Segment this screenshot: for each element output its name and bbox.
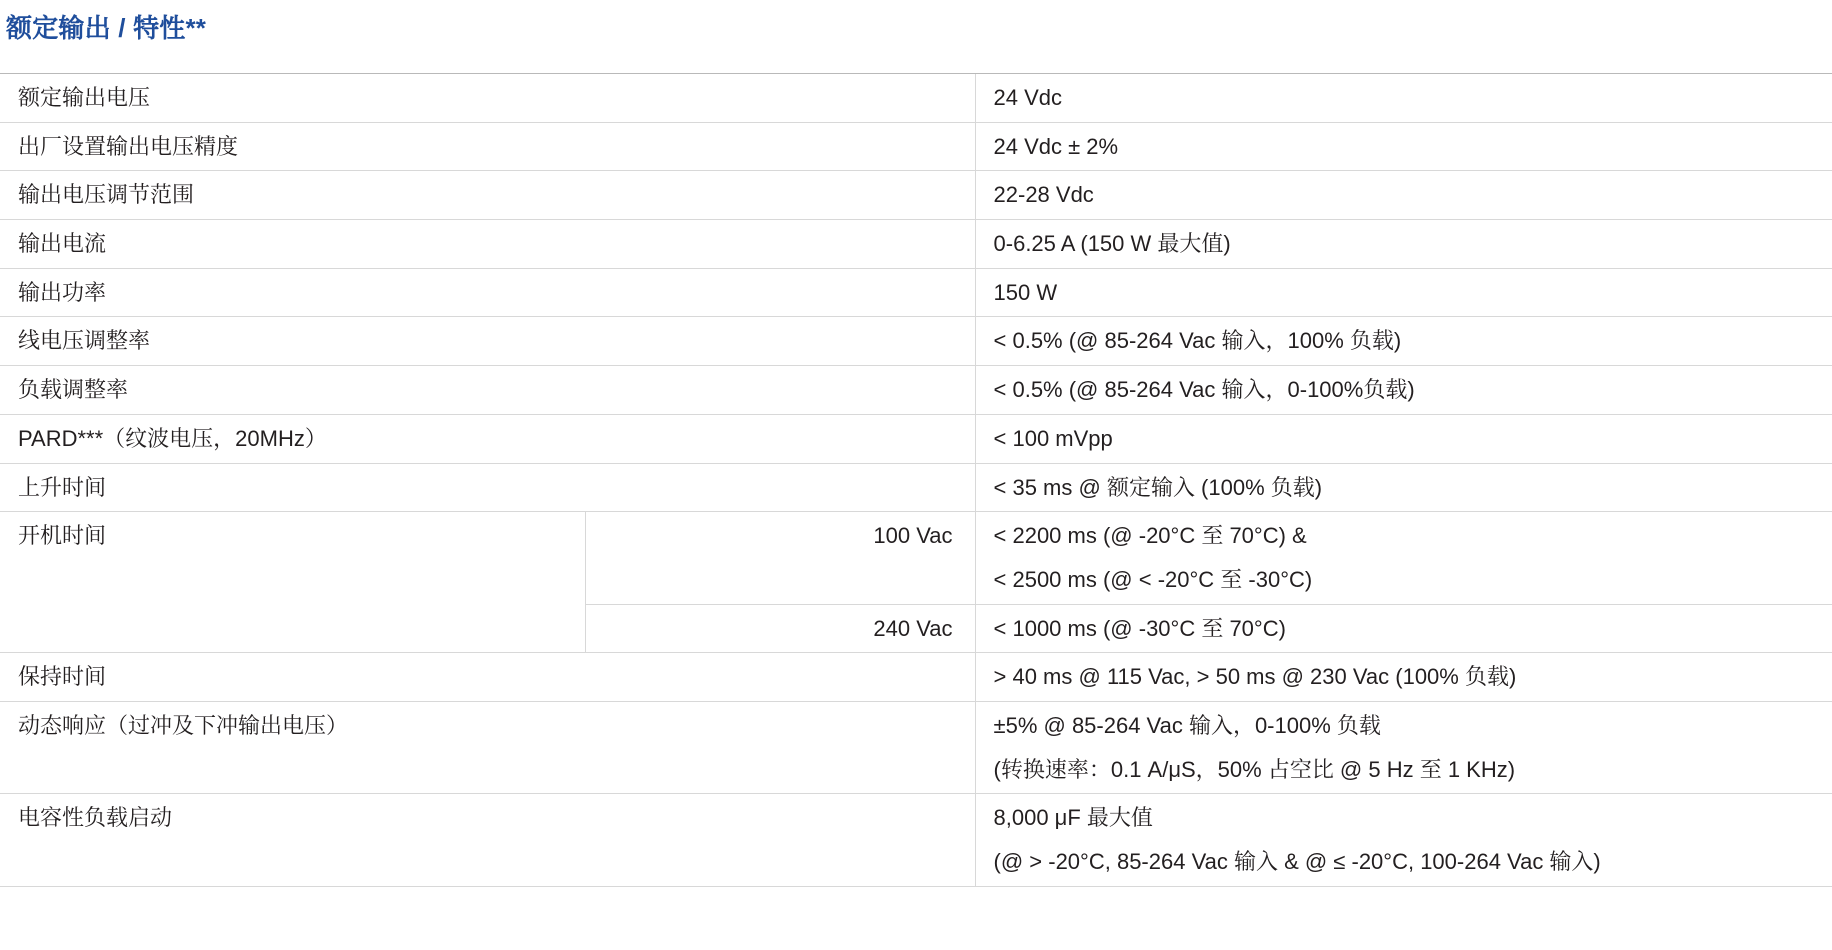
- table-row: [0, 463, 1832, 512]
- row-value-line-1: ±5% @ 85-264 Vac 输入，0-100% 负载: [993, 712, 1381, 738]
- table-row: [0, 122, 1832, 171]
- row-value: 0-6.25 A (150 W 最大值): [975, 220, 1832, 269]
- row-value: > 40 ms @ 115 Vac, > 50 ms @ 230 Vac (100% 负载): [975, 653, 1832, 702]
- row-value: [975, 512, 1832, 604]
- table-row: [0, 220, 1832, 269]
- row-value: [975, 701, 1832, 793]
- table-row: [0, 171, 1832, 220]
- row-label: 保持时间: [0, 653, 975, 702]
- row-value: 22-28 Vdc: [975, 171, 1832, 220]
- row-label: 输出功率: [0, 268, 975, 317]
- row-label: 动态响应（过冲及下冲输出电压）: [0, 701, 975, 793]
- row-value: < 0.5% (@ 85-264 Vac 输入，0-100%负载): [975, 366, 1832, 415]
- row-value: 24 Vdc ± 2%: [975, 122, 1832, 171]
- row-value-line-2: < 2500 ms (@ < -20°C 至 -30°C): [993, 566, 1313, 592]
- row-value: < 100 mVpp: [975, 414, 1832, 463]
- row-value: < 1000 ms (@ -30°C 至 70°C): [975, 604, 1832, 653]
- row-value: < 0.5% (@ 85-264 Vac 输入，100% 负载): [975, 317, 1832, 366]
- row-label: 额定输出电压: [0, 74, 975, 123]
- table-row: [0, 317, 1832, 366]
- row-value: 150 W: [975, 268, 1832, 317]
- row-value: [975, 794, 1832, 886]
- row-value: 24 Vdc: [975, 74, 1832, 123]
- row-label: 上升时间: [0, 463, 975, 512]
- row-value: < 35 ms @ 额定输入 (100% 负载): [975, 463, 1832, 512]
- row-value-line-2: (转换速率：0.1 A/μS，50% 占空比 @ 5 Hz 至 1 KHz): [993, 756, 1516, 782]
- row-label: 线电压调整率: [0, 317, 975, 366]
- row-value-line-2: (@ > -20°C, 85-264 Vac 输入 & @ ≤ -20°C, 100-264 Vac 输入): [993, 849, 1601, 874]
- table-row: [0, 653, 1832, 702]
- row-label: 开机时间: [0, 512, 585, 653]
- table-row: [0, 794, 1832, 886]
- table-row: [0, 74, 1832, 123]
- row-label: 输出电压调节范围: [0, 171, 975, 220]
- row-value-line-1: < 2200 ms (@ -20°C 至 70°C) &: [993, 523, 1307, 549]
- row-condition: 100 Vac: [585, 512, 975, 604]
- row-label: 出厂设置输出电压精度: [0, 122, 975, 171]
- row-value-line-1: 8,000 μF 最大值: [993, 805, 1153, 831]
- row-label: 负载调整率: [0, 366, 975, 415]
- row-label: PARD***（纹波电压，20MHz）: [0, 414, 975, 463]
- table-row: [0, 701, 1832, 793]
- table-row-startup-100vac: [0, 512, 1832, 604]
- table-row: [0, 414, 1832, 463]
- table-row: [0, 268, 1832, 317]
- rated-output-spec-table: [0, 73, 1832, 887]
- row-label: 输出电流: [0, 220, 975, 269]
- table-row: [0, 366, 1832, 415]
- row-label: 电容性负载启动: [0, 794, 975, 886]
- page-title: 额定输出 / 特性**: [6, 13, 207, 43]
- row-condition: 240 Vac: [585, 604, 975, 653]
